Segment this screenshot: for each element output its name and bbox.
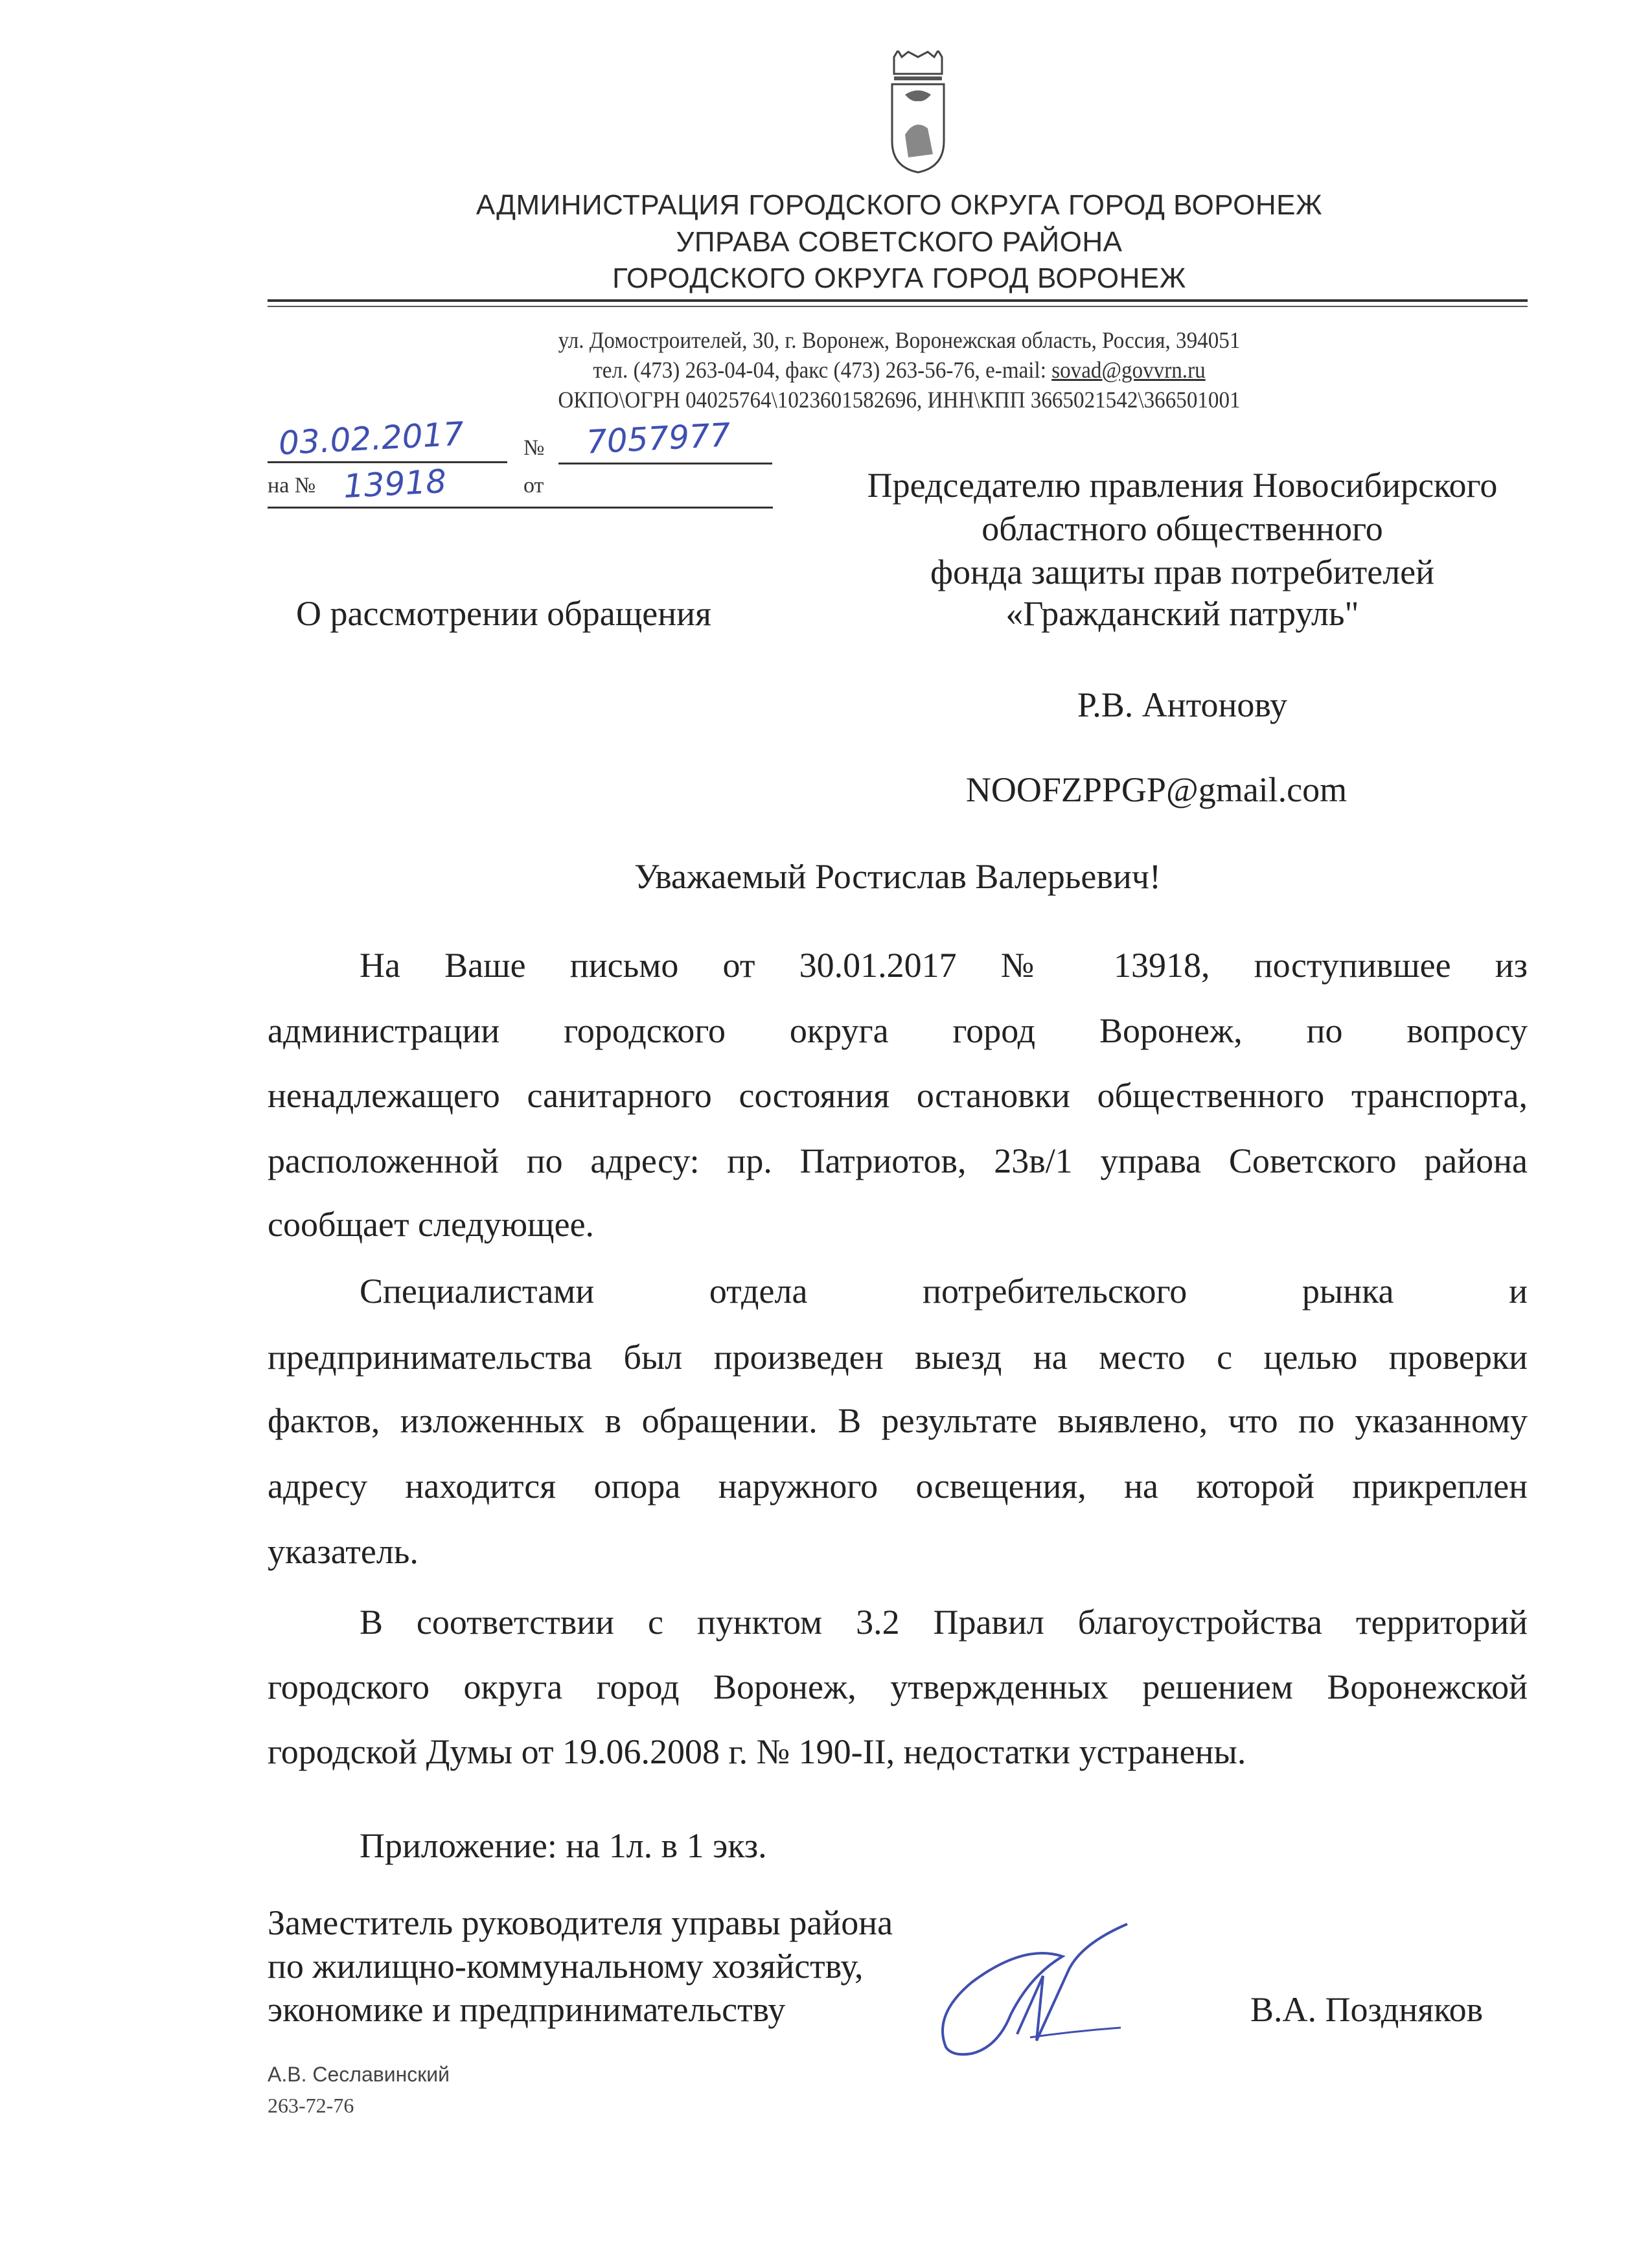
subject: О рассмотрении обращения <box>296 594 711 633</box>
number-underline <box>558 463 772 464</box>
letterhead-rule-thin <box>268 306 1528 307</box>
body-line: ненадлежащего санитарного состояния остановки общественного транспорта, <box>268 1076 1528 1115</box>
codes-line: ОКПО\ОГРН 04025764\1023601582696, ИНН\КПП 3665021542\366501001 <box>558 387 1241 413</box>
recipient-line-1: Председателю правления Новосибирского <box>867 466 1498 505</box>
recipient-email: NOOFZPPGP@gmail.com <box>965 770 1348 809</box>
signatory-position-2: по жилищно-коммунальному хозяйству, <box>268 1947 864 1986</box>
ref-label: на № <box>268 474 316 498</box>
recipient-line-3: фонда защиты прав потребителей <box>930 553 1435 591</box>
outgoing-number: 7057977 <box>585 416 732 461</box>
appendix: Приложение: на 1л. в 1 экз. <box>360 1826 767 1865</box>
contacts-line <box>72 357 1652 384</box>
body-line: указатель. <box>268 1532 419 1571</box>
body-line: На Ваше письмо от 30.01.2017 № 13918, поступившее из <box>360 946 1528 985</box>
from-label: от <box>523 474 544 498</box>
recipient-line-2: областного общественного <box>981 509 1383 548</box>
phone-fax: тел. (473) 263-04-04, факс (473) 263-56-76, e-mail: <box>593 357 1052 383</box>
body-line: расположенной по адресу: пр. Патриотов, 23в/1 управа Советского района <box>268 1141 1528 1180</box>
signatory-position-1: Заместитель руководителя управы района <box>268 1903 893 1942</box>
address-line: ул. Домостроителей, 30, г. Воронеж, Воронежская область, Россия, 394051 <box>558 327 1241 353</box>
body-line: адресу находится опора наружного освещения, на которой прикреплен <box>268 1467 1528 1506</box>
letterhead-line-2: УПРАВА СОВЕТСКОГО РАЙОНА <box>676 226 1123 258</box>
ref-underline <box>268 507 773 509</box>
ref-number: 13918 <box>342 462 448 506</box>
executor-name: А.В. Сеславинский <box>268 2063 450 2086</box>
body-line: предпринимательства был произведен выезд на место с целью проверки <box>268 1338 1528 1377</box>
body-line: В соответствии с пунктом 3.2 Правил благоустройства территорий <box>360 1603 1528 1642</box>
body-line: сообщает следующее. <box>268 1205 595 1244</box>
number-label: № <box>523 436 545 460</box>
date-underline <box>268 461 507 463</box>
outgoing-date: 03.02.2017 <box>277 415 465 463</box>
executor-phone: 263-72-76 <box>268 2094 354 2117</box>
coat-of-arms-emblem <box>889 51 947 174</box>
greeting: Уважаемый Ростислав Валерьевич! <box>634 857 1161 896</box>
recipient-line-4: «Гражданский патруль" <box>1005 594 1359 633</box>
body-line: городского округа город Воронеж, утвержденных решением Воронежской <box>268 1667 1528 1706</box>
letterhead-rule <box>268 299 1528 302</box>
letterhead-line-1: АДМИНИСТРАЦИЯ ГОРОДСКОГО ОКРУГА ГОРОД ВОРОНЕЖ <box>476 189 1323 221</box>
body-line: Специалистами отдела потребительского рынка и <box>360 1272 1528 1311</box>
signatory-name: В.А. Поздняков <box>1250 1990 1484 2029</box>
recipient-name: Р.В. Антонову <box>1077 685 1288 724</box>
body-line: администрации городского округа город Воронеж, по вопросу <box>268 1011 1528 1050</box>
handwritten-signature <box>933 1918 1140 2067</box>
signatory-position-3: экономике и предпринимательству <box>268 1990 786 2029</box>
body-line: фактов, изложенных в обращении. В результате выявлено, что по указанному <box>268 1401 1528 1440</box>
letterhead-line-3: ГОРОДСКОГО ОКРУГА ГОРОД ВОРОНЕЖ <box>612 262 1186 294</box>
email-link[interactable]: sovad@govvrn.ru <box>1051 357 1206 383</box>
body-line: городской Думы от 19.06.2008 г. № 190-II, недостатки устранены. <box>268 1732 1246 1771</box>
